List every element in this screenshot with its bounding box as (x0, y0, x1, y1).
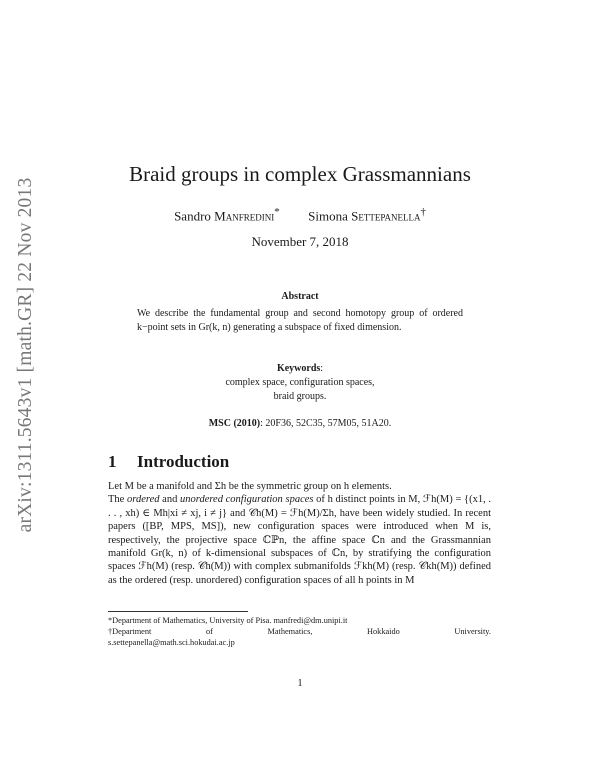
keywords-line-1: complex space, configuration spaces, (225, 377, 375, 388)
body-paragraph-1: Let M be a manifold and Σh be the symmetric group on h elements. (108, 481, 392, 492)
emphasis-unordered-configuration-spaces: unordered configuration spaces (180, 494, 314, 506)
keywords-line-2: braid groups. (273, 391, 327, 402)
abstract-heading: Abstract (281, 291, 319, 302)
arxiv-side-stamp (14, 175, 38, 535)
page-number: 1 (297, 678, 303, 689)
author-2-family: Settepanella (351, 208, 421, 224)
arxiv-identifier: arXiv:1311.5643v1 [math.GR] 22 Nov 2013 (15, 177, 36, 533)
author-line (0, 206, 600, 224)
section-number: 1 (108, 452, 117, 471)
footnotes (108, 615, 491, 648)
msc-codes: : 20F36, 52C35, 57M05, 51A20. (260, 418, 392, 429)
author-2-given: Simona (308, 208, 348, 224)
body-text (108, 480, 491, 587)
body-text-run: The (108, 494, 128, 506)
footnote-2-word: University. (454, 627, 491, 636)
author-1-footnote-mark: * (274, 206, 280, 218)
section-heading (108, 452, 229, 472)
body-text-run: and (159, 494, 180, 506)
footnote-2-word: Hokkaido (367, 627, 400, 636)
author-1-given: Sandro (174, 208, 211, 224)
body-text-run: of h distinct points in M, ℱh(M) = {(x1, . . . , xh) ∈ Mh|xi ≠ xj, i ≠ j} and 𝒞h(M) = ℱh(M)/Σh, have been widely studied. In recent papers ([BP, MPS, MS]), new configuration spaces were introduced when M is, respectively, the projective space ℂℙn, the affine space ℂn and the Grassmannian manifold Gr(k, n) of k-dimensional subspaces of ℂn, by stratifying the configuration spaces ℱh(M) (resp. 𝒞h(M)) with complex submanifolds ℱkh(M) (resp. 𝒞kh(M)) defined as the ordered (resp. unordered) configuration spaces of all h points in M (108, 494, 491, 586)
author-2-footnote-mark: † (420, 206, 426, 218)
emphasis-ordered: ordered (127, 494, 160, 506)
footnote-2-word: †Department (108, 627, 152, 636)
abstract-text: We describe the fundamental group and second homotopy group of ordered k−point sets in Gr(k, n) generating a subspace of fixed dimension. (137, 308, 463, 333)
paper-date: November 7, 2018 (251, 234, 349, 249)
footnote-2-word: Mathematics, (267, 627, 313, 636)
footnote-rule (108, 611, 248, 612)
keywords-heading (0, 363, 600, 374)
footnote-1: *Department of Mathematics, University of Pisa. manfredi@dm.unipi.it (108, 616, 348, 625)
footnote-2-line-1 (108, 626, 491, 637)
footnote-2-line-2: s.settepanella@math.sci.hokudai.ac.jp (108, 638, 235, 647)
paper-title: Braid groups in complex Grassmannians (129, 162, 471, 186)
footnote-2-word: of (205, 627, 213, 636)
section-title: Introduction (137, 452, 230, 471)
body-paragraph-2 (108, 493, 491, 587)
keywords-colon: : (320, 363, 324, 374)
keywords-label: Keywords (276, 363, 321, 374)
author-1-family: Manfredini (214, 208, 275, 224)
msc-classification (0, 418, 600, 429)
msc-label: MSC (2010) (208, 418, 261, 429)
